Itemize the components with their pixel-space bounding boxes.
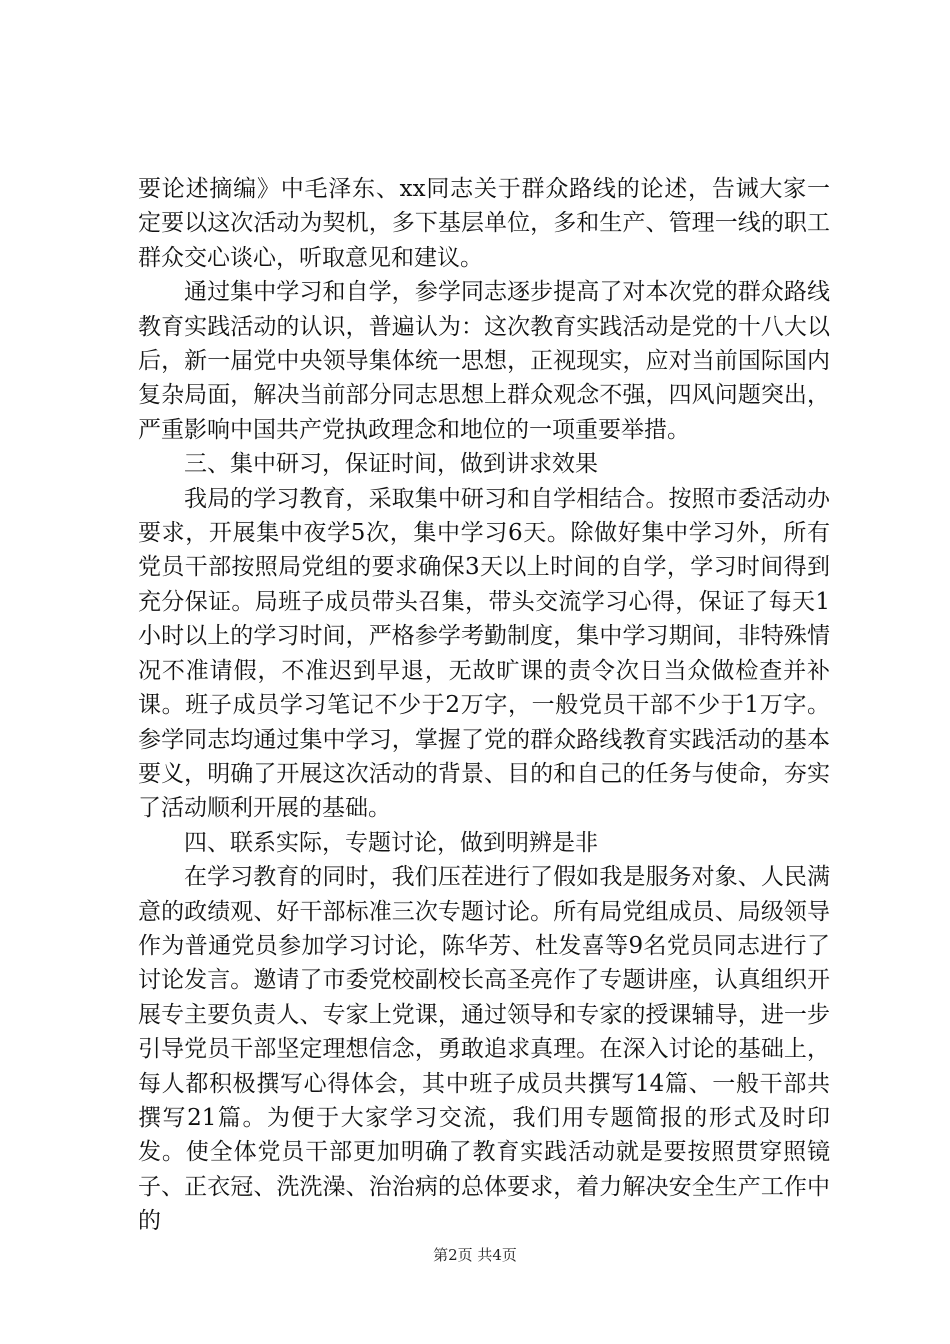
section-heading-4: 四、联系实际，专题讨论，做到明辨是非: [184, 829, 598, 856]
page-number-footer: 第2页 共4页: [433, 1246, 517, 1264]
paragraph: 我局的学习教育，采取集中研习和自学相结合。按照市委活动办要求，开展集中夜学5次，集中学习6天。除做好集中学习外，所有党员干部按照局党组的要求确保3天以上时间的自学，学习时间得到充分保证。局班子成员带头召集，带头交流学习心得，保证了每天1小时以上的学习时间，严格参学考勤制度，集中学习期间，非特殊情况不准请假，不准迟到早退，无故旷课的责令次日当众做检查并补课。班子成员学习笔记不少于2万字，一般党员干部不少于1万字。参学同志均通过集中学习，掌握了党的群众路线教育实践活动的基本要义，明确了开展这次活动的背景、目的和自己的任务与使命，夯实了活动顺利开展的基础。: [138, 485, 830, 822]
section-heading-3: 三、集中研习，保证时间，做到讲求效果: [184, 451, 598, 478]
paragraph: 在学习教育的同时，我们压茬进行了假如我是服务对象、人民满意的政绩观、好干部标准三次专题讨论。所有局党组成员、局级领导作为普通党员参加学习讨论，陈华芳、杜发喜等9名党员同志进行了讨论发言。邀请了市委党校副校长高圣亮作了专题讲座，认真组织开展专主要负责人、专家上党课，通过领导和专家的授课辅导，进一步引导党员干部坚定理想信念，勇敢追求真理。在深入讨论的基础上，每人都积极撰写心得体会，其中班子成员共撰写14篇、一般干部共撰写21篇。为便于大家学习交流，我们用专题简报的形式及时印发。使全体党员干部更加明确了教育实践活动就是要按照贯穿照镜子、正衣冠、洗洗澡、治治病的总体要求，着力解决安全生产工作中的: [138, 864, 830, 1235]
body-text: [138, 172, 830, 1239]
paragraph: 通过集中学习和自学，参学同志逐步提高了对本次党的群众路线教育实践活动的认识，普遍认为：这次教育实践活动是党的十八大以后，新一届党中央领导集体统一思想，正视现实，应对当前国际国内复杂局面，解决当前部分同志思想上群众观念不强，四风问题突出，严重影响中国共产党执政理念和地位的一项重要举措。: [138, 279, 830, 443]
paragraph-continuation: 要论述摘编》中毛泽东、xx同志关于群众路线的论述，告诫大家一定要以这次活动为契机，多下基层单位，多和生产、管理一线的职工群众交心谈心，听取意见和建议。: [138, 176, 830, 271]
